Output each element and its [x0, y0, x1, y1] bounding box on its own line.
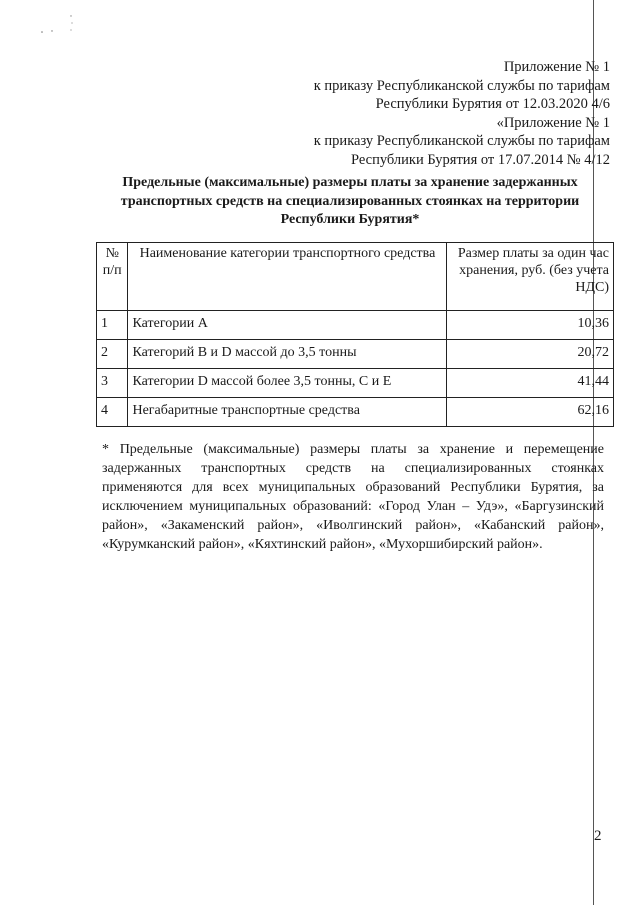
cell-category: Категории D массой более 3,5 тонны, С и Е [128, 369, 447, 398]
appendix-line: к приказу Республиканской службы по тарифам [313, 133, 610, 150]
table-row [97, 311, 614, 340]
cell-category: Категорий В и D массой до 3,5 тонны [128, 340, 447, 369]
appendix-line: Республики Бурятия от 17.07.2014 № 4/12 [350, 151, 610, 168]
title-line: транспортных средств на специализированных стоянках на территории [120, 193, 580, 209]
cell-number: 1 [97, 311, 128, 340]
table-header-row [97, 243, 614, 311]
appendix-line: Республики Бурятия от 12.03.2020 4/6 [375, 96, 610, 113]
header-price: Размер платы за один час хранения, руб. (без учета НДС) [447, 243, 614, 311]
cell-price: 41,44 [447, 369, 614, 398]
appendix-header [210, 58, 610, 170]
cell-price: 10,36 [447, 311, 614, 340]
page-number: 2 [594, 828, 602, 844]
cell-number: 3 [97, 369, 128, 398]
cell-category: Категории А [128, 311, 447, 340]
cell-price: 20,72 [447, 340, 614, 369]
cell-category: Негабаритные транспортные средства [128, 398, 447, 427]
table-row [97, 340, 614, 369]
table-row [97, 369, 614, 398]
cell-number: 2 [97, 340, 128, 369]
title-line: Предельные (максимальные) размеры платы за хранение задержанных [122, 175, 578, 190]
appendix-line: «Приложение № 1 [496, 114, 610, 131]
footnote: * Предельные (максимальные) размеры платы за хранение и перемещение задержанных транспортных средств на специализированных стоянках применяются для всех муниципальных образований Республики Бурятия, за исключением муниципальных образований: «Город Улан – Удэ», «Баргузинский район», «Закаменский район», «Иволгинский район», «Кабанский район», «Курумканский район», «Кяхтинский район», «Мухоршибирский район». [102, 442, 604, 552]
cell-price: 62,16 [447, 398, 614, 427]
table-row [97, 398, 614, 427]
header-number: № п/п [97, 243, 128, 311]
appendix-line: Приложение № 1 [503, 59, 610, 75]
title-line: Республики Бурятия* [280, 212, 420, 227]
fee-table [96, 242, 614, 427]
scan-specks [38, 10, 78, 40]
cell-number: 4 [97, 398, 128, 427]
appendix-line: к приказу Республиканской службы по тарифам [313, 77, 610, 94]
document-title [90, 174, 610, 230]
header-category: Наименование категории транспортного средства [128, 243, 447, 311]
